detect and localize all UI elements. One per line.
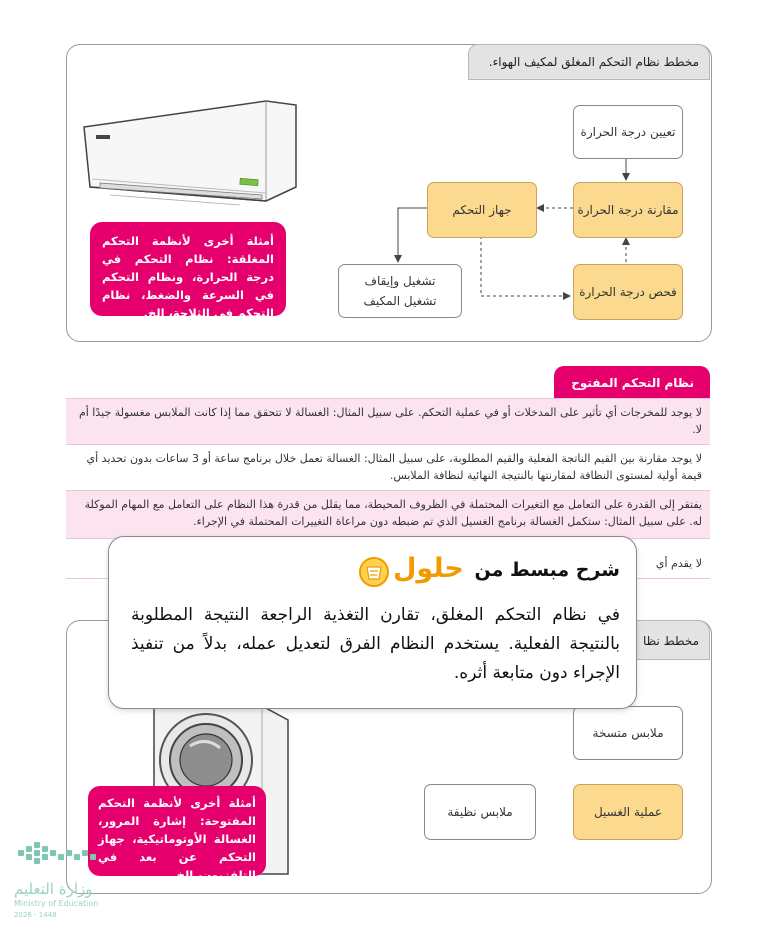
arrow-controller-to-check bbox=[481, 236, 570, 296]
open-system-title: نظام التحكم المفتوح bbox=[554, 366, 710, 400]
open-system-row: لا يوجد للمخرجات أي تأثير على المدخلات أو في عملية التحكم. على سبيل المثال: الغسالة لا تتحقق مما إذا كانت الملابس مغسولة جيدًا أم لا. bbox=[66, 398, 710, 445]
check-temperature-box: فحص درجة الحرارة bbox=[573, 264, 683, 320]
popup-heading: شرح مبسط من bbox=[474, 559, 620, 581]
arrow-controller-to-onoff bbox=[398, 208, 427, 262]
open-system-row: لا يقدم أي bbox=[66, 539, 710, 579]
controller-box: جهاز التحكم bbox=[427, 182, 537, 238]
open-system-row: لا يوجد مقارنة بين القيم الناتجة الفعلية والقيم المطلوبة، على سبيل المثال: الغسالة تعمل خلال برنامج ساعة أو 3 ساعات بدون تحديد أي قيمة أولية لمستوى النظافة لمقارنتها بالنتيجة النهائية لنظافة الملابس. bbox=[66, 445, 710, 491]
ministry-of-education-logo bbox=[14, 836, 110, 926]
open-examples-note: أمثلة أخرى لأنظمة التحكم المفتوحة: إشارة المرور، الغسالة الأوتوماتيكية، جهاز التحكم عن بعد في التلفزيون، إلخ. bbox=[88, 786, 266, 876]
ac-on-off-box: تشغيل وإيقاف تشغيل المكيف bbox=[338, 264, 462, 318]
ministry-english-name: Ministry of Education bbox=[14, 899, 99, 908]
popup-body: في نظام التحكم المغلق، تقارن التغذية الراجعة النتيجة المطلوبة بالنتيجة الفعلية. يستخدم النظام الفرق لتعديل عمله، بدلاً من تنفيذ الإجراء دون متابعة أثره. bbox=[131, 605, 620, 683]
hlol-logo bbox=[357, 555, 479, 589]
dirty-clothes-box: ملابس متسخة bbox=[573, 706, 683, 760]
ministry-emblem-icon bbox=[14, 836, 110, 876]
hlol-logo-text: حلول bbox=[393, 553, 464, 584]
closed-examples-note: أمثلة أخرى لأنظمة التحكم المغلقة: نظام التحكم في درجة الحرارة، ونظام التحكم في السرعة والضغط، نظام التحكم في الثلاجة، إلخ. bbox=[90, 222, 286, 316]
open-diagram-title: مخطط نظا bbox=[616, 620, 710, 660]
washing-process-box: عملية الغسيل bbox=[573, 784, 683, 840]
explanation-popup[interactable] bbox=[108, 536, 637, 709]
clean-clothes-box: ملابس نظيفة bbox=[424, 784, 536, 840]
ministry-year: 2026 - 1448 bbox=[14, 911, 57, 919]
ministry-arabic-name: وزارة التعليم bbox=[14, 880, 93, 898]
closed-diagram-title: مخطط نظام التحكم المغلق لمكيف الهواء. bbox=[468, 44, 710, 80]
open-system-row: يفتقر إلى القدرة على التعامل مع التغيرات المحتملة في الظروف المحيطة، مما يقلل من قدرة هذا النظام على التعامل مع المهام الموكلة له. على سبيل المثال: ستكمل الغسالة برنامج الغسيل الذي تم ضبطه دون مراعاة التغييرات المحتملة في الإجراء. bbox=[66, 491, 710, 539]
compare-temperature-box: مقارنة درجة الحرارة bbox=[573, 182, 683, 238]
set-temperature-box: تعيين درجة الحرارة bbox=[573, 105, 683, 159]
